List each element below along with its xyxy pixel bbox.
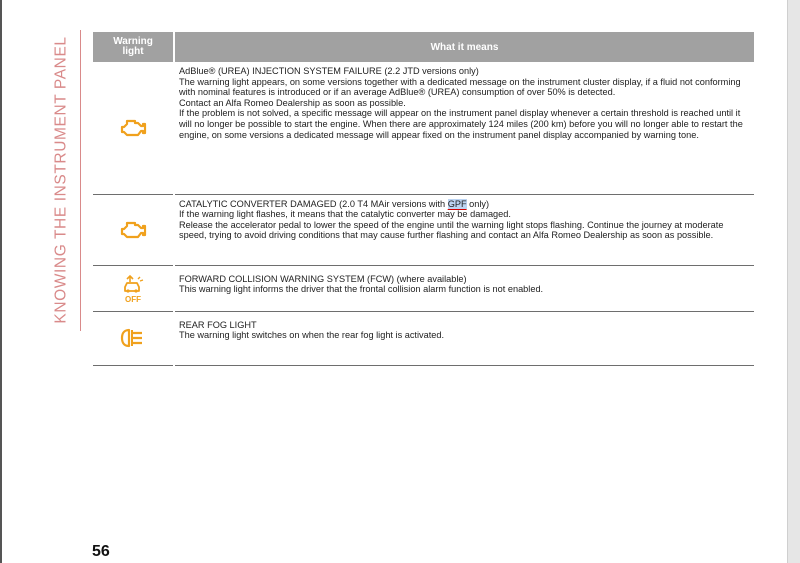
forward-collision-off-icon: [93, 273, 173, 303]
row-description: [174, 194, 754, 265]
header-what-it-means: What it means: [174, 32, 754, 62]
row-description: [174, 265, 754, 311]
table-row: [93, 311, 754, 365]
icon-cell: [93, 62, 174, 194]
row-title: CATALYTIC CONVERTER DAMAGED (2.0 T4 MAir versions with GPF only): [179, 198, 490, 209]
table-row: [93, 265, 754, 311]
rear-fog-light-icon: [93, 327, 173, 349]
engine-check-icon: [93, 118, 173, 138]
row-body: The warning light appears, on some versions together with a dedicated message on the instrument cluster display, if a fluid not conforming with nominal features is introduced or if an average AdBlue® (UREA) consumption of over 50% is detected. Contact an Alfa Romeo Dealership as soon as possible. If the problem is not solved, a specific message will appear on the instrument panel display whenever a certain threshold is reached until it will no longer be possible to start the engine. When there are approximately 124 miles (200 km) before you will no longer able to restart the engine, on some versions a dedicated message will appear fixed on the instrument panel display accompanied by warning tone.: [179, 76, 743, 140]
highlighted-text[interactable]: GPF: [447, 198, 467, 209]
row-title: FORWARD COLLISION WARNING SYSTEM (FCW) (where available): [179, 273, 467, 284]
row-body: If the warning light flashes, it means that the catalytic converter may be damaged. Release the accelerator pedal to lower the speed of the engine until the warning light stops flashing. Continue the journey at moderate speed, trying to avoid driving conditions that may cause further flashing and contact an Alfa Romeo Dealership as soon as possible.: [179, 209, 724, 241]
warning-lights-table: [93, 32, 754, 366]
row-title: REAR FOG LIGHT: [179, 319, 257, 330]
page-number: 56: [92, 543, 110, 560]
row-description: [174, 62, 754, 194]
scrollbar[interactable]: [787, 0, 800, 563]
row-description: [174, 311, 754, 365]
side-title: [46, 30, 78, 330]
table-row: [93, 62, 754, 194]
icon-cell: [93, 265, 174, 311]
row-title: AdBlue® (UREA) INJECTION SYSTEM FAILURE (2.2 JTD versions only): [179, 66, 479, 76]
icon-cell: [93, 194, 174, 265]
engine-check-icon: [93, 220, 173, 240]
side-title-text: KNOWING THE INSTRUMENT PANEL: [53, 36, 70, 324]
side-divider: [80, 30, 81, 331]
icon-cell: [93, 311, 174, 365]
row-body: This warning light informs the driver that the frontal collision alarm function is not enabled.: [179, 284, 544, 295]
row-body: The warning light switches on when the rear fog light is activated.: [179, 330, 445, 341]
table-row: [93, 194, 754, 265]
table-header-row: [93, 32, 754, 62]
fcw-off-label: OFF: [125, 295, 141, 303]
header-warning-light: Warning light: [93, 32, 174, 62]
